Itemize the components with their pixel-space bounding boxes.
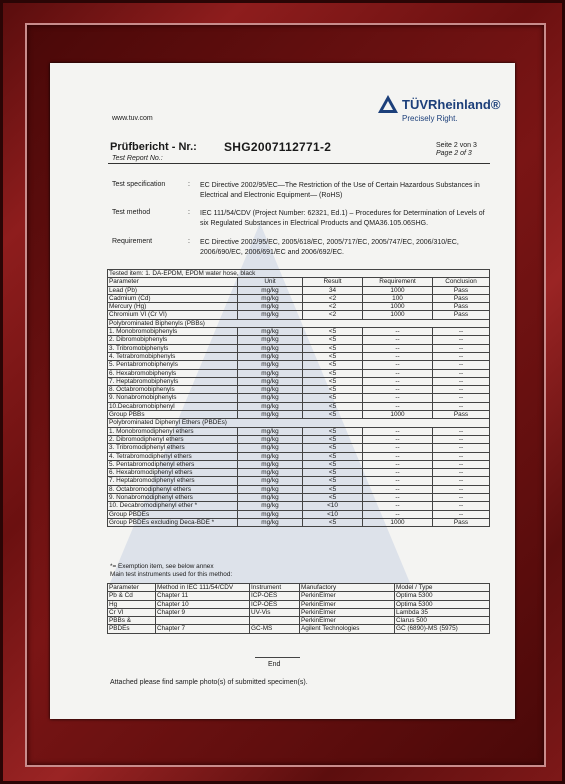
table-row	[108, 294, 490, 302]
result-cell: <2	[303, 294, 363, 302]
requirement-cell: --	[363, 352, 433, 360]
instruments-title: Main test instruments used for this method:	[110, 571, 233, 578]
inst-parameter-cell: PBDEs	[108, 625, 156, 633]
requirement-cell: --	[363, 477, 433, 485]
parameter-cell: 10.Decabromobiphenyl	[108, 402, 238, 410]
conclusion-cell: --	[433, 377, 490, 385]
table-row	[108, 494, 490, 502]
inst-manufactory-cell: Agilent Technologies	[300, 625, 395, 633]
requirement-cell: --	[363, 386, 433, 394]
parameter-cell: 8. Octabromobiphenyls	[108, 386, 238, 394]
result-cell: <5	[303, 377, 363, 385]
inst-manufactory-cell: PerkinElmer	[300, 592, 395, 600]
inst-model-cell: GC (6890)-MS (5975)	[395, 625, 490, 633]
table-row	[108, 311, 490, 319]
table-row	[108, 361, 490, 369]
inst-instrument-cell: ICP-OES	[250, 600, 300, 608]
inst-method-cell: Chapter 9	[156, 608, 250, 616]
inst-instrument-cell	[250, 617, 300, 625]
table-row	[108, 352, 490, 360]
unit-cell: mg/kg	[238, 402, 303, 410]
requirement-cell: --	[363, 460, 433, 468]
table-row	[108, 608, 490, 616]
instruments-table	[107, 583, 490, 634]
unit-cell: mg/kg	[238, 518, 303, 526]
parameter-cell: Chromium VI (Cr VI)	[108, 311, 238, 319]
report-label-en: Test Report No.:	[112, 155, 163, 162]
inst-method-cell: Chapter 7	[156, 625, 250, 633]
table-row	[108, 344, 490, 352]
unit-cell: mg/kg	[238, 344, 303, 352]
parameter-cell: 8. Octabromodiphenyl ethers	[108, 485, 238, 493]
unit-cell: mg/kg	[238, 328, 303, 336]
parameter-cell: 7. Heptabromodiphenyl ethers	[108, 477, 238, 485]
unit-cell: mg/kg	[238, 361, 303, 369]
result-cell: <5	[303, 494, 363, 502]
requirement-cell: 1000	[363, 286, 433, 294]
tested-item: Tested item: 1. DA-EPDM, EPDM water hose, black	[108, 270, 490, 278]
conclusion-cell: --	[433, 369, 490, 377]
method-label: Test method	[112, 209, 151, 216]
exemption-note: *= Exemption item, see below annex	[110, 563, 214, 570]
report-number: SHG2007112771-2	[224, 140, 332, 154]
unit-cell: mg/kg	[238, 286, 303, 294]
parameter-cell: 6. Hexabromobiphenyls	[108, 369, 238, 377]
page-indicator-de: Seite 2 von 3	[436, 142, 477, 149]
requirement-colon: :	[188, 238, 190, 245]
inst-method-cell: Chapter 11	[156, 592, 250, 600]
requirement-cell: 1000	[363, 411, 433, 419]
parameter-cell: 2. Dibromodiphenyl ethers	[108, 435, 238, 443]
unit-cell: mg/kg	[238, 452, 303, 460]
tuv-triangle-icon	[378, 95, 398, 113]
spec-label: Test specification	[112, 181, 166, 188]
group-heading-row	[108, 319, 490, 327]
unit-cell: mg/kg	[238, 494, 303, 502]
conclusion-cell: --	[433, 427, 490, 435]
table-row	[108, 444, 490, 452]
table-row	[108, 592, 490, 600]
instruments-header-row	[108, 584, 490, 592]
attached-note: Attached please find sample photo(s) of submitted specimen(s).	[110, 679, 308, 686]
inst-instrument-cell: GC-MS	[250, 625, 300, 633]
requirement-cell: --	[363, 510, 433, 518]
unit-cell: mg/kg	[238, 469, 303, 477]
inst-header-model: Model / Type	[395, 584, 490, 592]
unit-cell: mg/kg	[238, 386, 303, 394]
conclusion-cell: --	[433, 336, 490, 344]
group-heading-row	[108, 419, 490, 427]
requirement-cell: --	[363, 444, 433, 452]
requirement-cell: --	[363, 328, 433, 336]
table-row	[108, 502, 490, 510]
conclusion-cell: --	[433, 361, 490, 369]
requirement-cell: --	[363, 336, 433, 344]
table-row	[108, 336, 490, 344]
header-rule	[108, 163, 490, 164]
method-text: IEC 111/54/CDV (Project Number: 62321, Ed.1) – Procedures for Determination of Levels of six Regulated Substances in Electrical Products and QMA36.105.06SHG.	[200, 210, 485, 227]
parameter-cell: Lead (Pb)	[108, 286, 238, 294]
table-row	[108, 510, 490, 518]
unit-cell: mg/kg	[238, 294, 303, 302]
parameter-cell: Mercury (Hg)	[108, 303, 238, 311]
end-text: End	[268, 661, 281, 668]
result-cell: 34	[303, 286, 363, 294]
table-row	[108, 625, 490, 633]
inst-instrument-cell: ICP-OES	[250, 592, 300, 600]
unit-cell: mg/kg	[238, 444, 303, 452]
inst-instrument-cell: UV-Vis	[250, 608, 300, 616]
result-cell: <5	[303, 344, 363, 352]
table-row	[108, 369, 490, 377]
parameter-cell: 3. Tribromobiphenyls	[108, 344, 238, 352]
unit-cell: mg/kg	[238, 352, 303, 360]
header-conclusion: Conclusion	[433, 278, 490, 286]
inst-header-instrument: Instrument	[250, 584, 300, 592]
conclusion-cell: --	[433, 386, 490, 394]
unit-cell: mg/kg	[238, 411, 303, 419]
parameter-cell: 6. Hexabromodiphenyl ethers	[108, 469, 238, 477]
result-cell: <5	[303, 518, 363, 526]
unit-cell: mg/kg	[238, 435, 303, 443]
table-row	[108, 286, 490, 294]
result-cell: <5	[303, 452, 363, 460]
table-row	[108, 411, 490, 419]
result-cell: <5	[303, 369, 363, 377]
requirement-cell: --	[363, 452, 433, 460]
requirement-cell: --	[363, 377, 433, 385]
result-cell: <5	[303, 485, 363, 493]
table-row	[108, 477, 490, 485]
inst-model-cell: Clarus 500	[395, 617, 490, 625]
inst-parameter-cell: PBBs &	[108, 617, 156, 625]
header-unit: Unit	[238, 278, 303, 286]
parameter-cell: 4. Tetrabromobiphenyls	[108, 352, 238, 360]
table-row	[108, 394, 490, 402]
requirement-cell: --	[363, 494, 433, 502]
spec-colon: :	[188, 181, 190, 188]
header-parameter: Parameter	[108, 278, 238, 286]
requirement-cell: 1000	[363, 311, 433, 319]
logo-tagline: Precisely Right.	[402, 114, 458, 123]
parameter-cell: 5. Pentabromobiphenyls	[108, 361, 238, 369]
unit-cell: mg/kg	[238, 311, 303, 319]
report-label: Prüfbericht - Nr.:	[110, 141, 197, 153]
conclusion-cell: Pass	[433, 518, 490, 526]
results-header-row	[108, 278, 490, 286]
inst-header-method: Method in IEC 111/54/CDV	[156, 584, 250, 592]
result-cell: <5	[303, 336, 363, 344]
conclusion-cell: --	[433, 444, 490, 452]
conclusion-cell: Pass	[433, 411, 490, 419]
inst-method-cell	[156, 617, 250, 625]
table-row	[108, 435, 490, 443]
conclusion-cell: Pass	[433, 303, 490, 311]
parameter-cell: 1. Monobromobiphenyls	[108, 328, 238, 336]
table-row	[108, 485, 490, 493]
conclusion-cell: Pass	[433, 286, 490, 294]
result-cell: <2	[303, 303, 363, 311]
result-cell: <10	[303, 510, 363, 518]
table-row	[108, 617, 490, 625]
requirement-cell: --	[363, 502, 433, 510]
unit-cell: mg/kg	[238, 427, 303, 435]
header-requirement: Requirement	[363, 278, 433, 286]
conclusion-cell: --	[433, 485, 490, 493]
table-row	[108, 600, 490, 608]
parameter-cell: 5. Pentabromodiphenyl ethers	[108, 460, 238, 468]
requirement-cell: --	[363, 369, 433, 377]
requirement-cell: --	[363, 394, 433, 402]
requirement-cell: --	[363, 435, 433, 443]
table-row	[108, 303, 490, 311]
requirement-cell: 1000	[363, 518, 433, 526]
unit-cell: mg/kg	[238, 336, 303, 344]
inst-header-parameter: Parameter	[108, 584, 156, 592]
table-row	[108, 469, 490, 477]
unit-cell: mg/kg	[238, 502, 303, 510]
result-cell: <5	[303, 435, 363, 443]
inst-manufactory-cell: PerkinElmer	[300, 600, 395, 608]
parameter-cell: Group PBDEs	[108, 510, 238, 518]
conclusion-cell: --	[433, 510, 490, 518]
conclusion-cell: --	[433, 502, 490, 510]
result-cell: <5	[303, 352, 363, 360]
inst-parameter-cell: Pb & Cd	[108, 592, 156, 600]
requirement-cell: --	[363, 469, 433, 477]
result-cell: <5	[303, 444, 363, 452]
requirement-cell: --	[363, 361, 433, 369]
result-cell: <5	[303, 361, 363, 369]
unit-cell: mg/kg	[238, 485, 303, 493]
result-cell: <5	[303, 394, 363, 402]
unit-cell: mg/kg	[238, 369, 303, 377]
unit-cell: mg/kg	[238, 394, 303, 402]
inst-method-cell: Chapter 10	[156, 600, 250, 608]
end-rule	[255, 657, 300, 658]
header-result: Result	[303, 278, 363, 286]
unit-cell: mg/kg	[238, 477, 303, 485]
inst-manufactory-cell: PerkinElmer	[300, 617, 395, 625]
inst-model-cell: Optima 5300	[395, 592, 490, 600]
conclusion-cell: --	[433, 394, 490, 402]
conclusion-cell: --	[433, 460, 490, 468]
parameter-cell: Cadmium (Cd)	[108, 294, 238, 302]
requirement-cell: --	[363, 427, 433, 435]
result-cell: <2	[303, 311, 363, 319]
parameter-cell: 10. Decabromodiphenyl ether *	[108, 502, 238, 510]
website: www.tuv.com	[112, 115, 153, 122]
conclusion-cell: --	[433, 469, 490, 477]
test-report-document	[50, 63, 515, 719]
parameter-cell: 7. Heptabromobiphenyls	[108, 377, 238, 385]
inst-model-cell: Optima 5300	[395, 600, 490, 608]
requirement-text: EC Directive 2002/95/EC, 2005/618/EC, 2005/717/EC, 2005/747/EC, 2006/310/EC, 2006/690/EC, 2006/691/EC and 2006/692/EC.	[200, 239, 459, 256]
parameter-cell: 9. Nonabromodiphenyl ethers	[108, 494, 238, 502]
conclusion-cell: --	[433, 328, 490, 336]
table-row	[108, 452, 490, 460]
conclusion-cell: --	[433, 402, 490, 410]
parameter-cell: 4. Tetrabromodiphenyl ethers	[108, 452, 238, 460]
table-row	[108, 386, 490, 394]
result-cell: <5	[303, 460, 363, 468]
spec-text: EC Directive 2002/95/EC—The Restriction of the Use of Certain Hazardous Substances in Electrical and Electronic Equipment— (RoHS)	[200, 182, 480, 199]
parameter-cell: 3. Tribromodiphenyl ethers	[108, 444, 238, 452]
result-cell: <5	[303, 328, 363, 336]
result-cell: <5	[303, 402, 363, 410]
result-cell: <5	[303, 477, 363, 485]
table-row	[108, 402, 490, 410]
result-cell: <5	[303, 411, 363, 419]
parameter-cell: 1. Monobromodiphenyl ethers	[108, 427, 238, 435]
conclusion-cell: --	[433, 477, 490, 485]
inst-parameter-cell: Hg	[108, 600, 156, 608]
table-row	[108, 328, 490, 336]
conclusion-cell: --	[433, 352, 490, 360]
parameter-cell: Group PBDEs excluding Deca-BDE *	[108, 518, 238, 526]
parameter-cell: 2. Dibromobiphenyls	[108, 336, 238, 344]
conclusion-cell: Pass	[433, 311, 490, 319]
unit-cell: mg/kg	[238, 377, 303, 385]
requirement-cell: --	[363, 485, 433, 493]
inst-manufactory-cell: PerkinElmer	[300, 608, 395, 616]
requirement-cell: --	[363, 402, 433, 410]
inst-model-cell: Lambda 35	[395, 608, 490, 616]
results-table	[107, 269, 490, 527]
requirement-label: Requirement	[112, 238, 153, 245]
result-cell: <10	[303, 502, 363, 510]
result-cell: <5	[303, 427, 363, 435]
logo-name: TÜVRheinland®	[402, 97, 501, 112]
requirement-cell: 1000	[363, 303, 433, 311]
table-row	[108, 460, 490, 468]
conclusion-cell: --	[433, 452, 490, 460]
conclusion-cell: --	[433, 494, 490, 502]
conclusion-cell: --	[433, 435, 490, 443]
group-heading: Polybrominated Biphenyls (PBBs)	[108, 319, 490, 327]
parameter-cell: 9. Nonabromobiphenyls	[108, 394, 238, 402]
conclusion-cell: --	[433, 344, 490, 352]
parameter-cell: Group PBBs	[108, 411, 238, 419]
requirement-cell: 100	[363, 294, 433, 302]
unit-cell: mg/kg	[238, 303, 303, 311]
result-cell: <5	[303, 469, 363, 477]
group-heading: Polybrominated Diphenyl Ethers (PBDEs)	[108, 419, 490, 427]
inst-header-manufactory: Manufactory	[300, 584, 395, 592]
conclusion-cell: Pass	[433, 294, 490, 302]
unit-cell: mg/kg	[238, 460, 303, 468]
result-cell: <5	[303, 386, 363, 394]
table-row	[108, 518, 490, 526]
method-colon: :	[188, 209, 190, 216]
unit-cell: mg/kg	[238, 510, 303, 518]
table-row	[108, 427, 490, 435]
requirement-cell: --	[363, 344, 433, 352]
table-row	[108, 377, 490, 385]
inst-parameter-cell: Cr VI	[108, 608, 156, 616]
page-indicator-en: Page 2 of 3	[436, 150, 472, 157]
